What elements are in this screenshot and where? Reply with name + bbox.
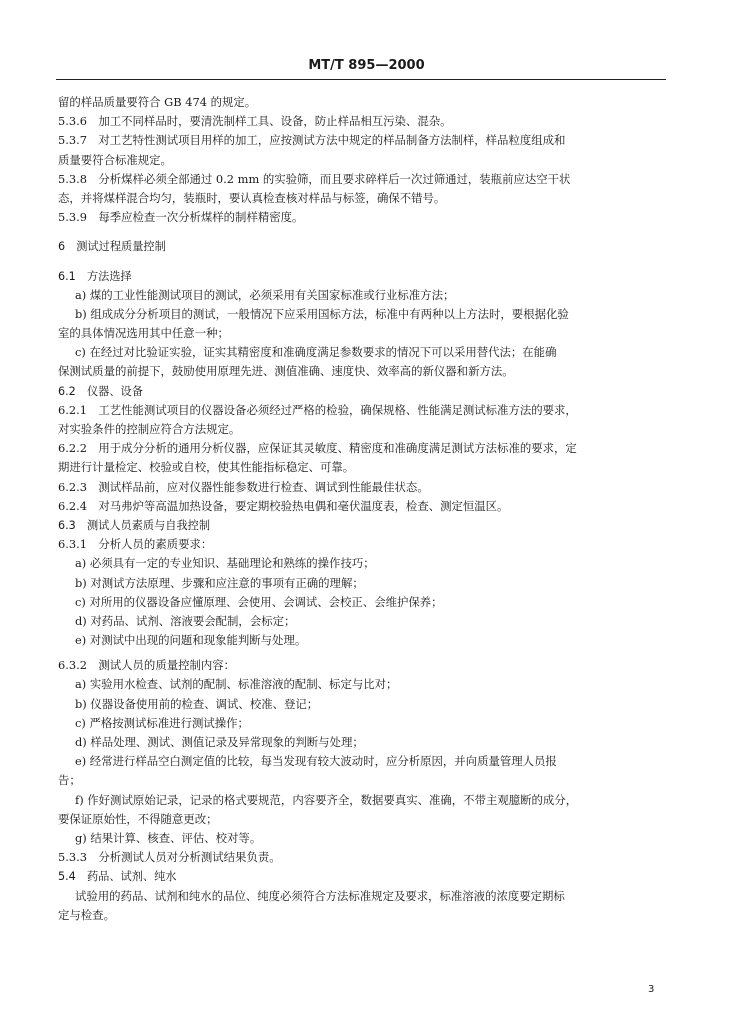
clause-6-2-2: 6.2.2 用于成分分析的通用分析仪器，应保证其灵敏度、精密度和准确度满足测试方法标准的要求，定 (58, 441, 577, 456)
text-line: 要保证原始性，不得随意更改； (58, 811, 218, 826)
list-item: d) 对药品、试剂、溶液要会配制，会标定； (75, 613, 296, 628)
section-6-1-heading: 6.1 方法选择 (58, 269, 132, 283)
standard-code: MT/T 895—2000 (308, 58, 425, 73)
list-item: a) 必须具有一定的专业知识、基础理论和熟练的操作技巧； (75, 556, 375, 571)
list-item: a) 实验用水检查、试剂的配制、标准溶液的配制、标定与比对； (75, 677, 398, 692)
clause-6-2-1: 6.2.1 工艺性能测试项目的仪器设备必须经过严格的检验，确保规格、性能满足测试标准方法的要求， (58, 402, 577, 417)
list-item: a) 煤的工业性能测试项目的测试，必须采用有关国家标准或行业标准方法； (75, 287, 455, 302)
list-item: c) 在经过对比验证实验，证实其精密度和准确度满足参数要求的情况下可以采用替代法；在能确 (75, 345, 557, 360)
text-line: 期进行计量检定、校验或自校，使其性能指标稳定、可靠。 (58, 460, 355, 475)
text-line: 态，并将煤样混合均匀，装瓶时，要认真检查核对样品与标签，确保不错号。 (58, 190, 446, 205)
text-line: 告； (58, 773, 81, 788)
document-body (58, 93, 666, 925)
list-item: b) 组成成分分析项目的测试，一般情况下应采用国标方法，标准中有两种以上方法时，要根据化验 (75, 306, 569, 321)
list-item: c) 严格按测试标准进行测试操作； (75, 715, 249, 730)
list-item: e) 对测试中出现的问题和现象能判断与处理。 (75, 633, 307, 648)
list-item: b) 对测试方法原理、步骤和应注意的事项有正确的理解； (75, 575, 364, 590)
clause-5-3-9: 5.3.9 每季应检查一次分析煤样的制样精密度。 (58, 210, 304, 225)
text-line: 保测试质量的前提下，鼓励使用原理先进、测值准确、速度快、效率高的新仪器和新方法。 (58, 364, 514, 379)
text-line: 室的具体情况选用其中任意一种； (58, 326, 229, 341)
list-item: b) 仪器设备使用前的检查、调试、校准、登记； (75, 696, 319, 711)
text-line: 定与检查。 (58, 907, 115, 922)
list-item: f) 作好测试原始记录，记录的格式要规范，内容要齐全，数据要真实、准确，不带主观臆断的成分， (75, 792, 578, 807)
section-6-heading: 6 测试过程质量控制 (58, 240, 166, 254)
text-line: 质量要符合标准规定。 (58, 152, 172, 167)
clause-5-3-3: 5.3.3 分析测试人员对分析测试结果负责。 (58, 850, 281, 865)
clause-6-3-1: 6.3.1 分析人员的素质要求： (58, 537, 213, 552)
list-item: e) 经常进行样品空白测定值的比较，每当发现有较大波动时，应分析原因，并向质量管理人员报 (75, 754, 557, 769)
page-number: 3 (648, 984, 655, 995)
clause-5-3-7: 5.3.7 对工艺特性测试项目用样的加工，应按测试方法中规定的样品制备方法制样，样品粒度组成和 (58, 133, 566, 148)
text-line: 试验用的药品、试剂和纯水的品位、纯度必须符合方法标准规定及要求，标准溶液的浓度要定期标 (75, 888, 565, 903)
section-6-2-heading: 6.2 仪器、设备 (58, 384, 143, 398)
list-item: c) 对所用的仪器设备应懂原理、会使用、会调试、会校正、会维护保养； (75, 594, 443, 609)
text-line: 留的样品质量要符合 GB 474 的规定。 (58, 95, 257, 109)
clause-6-2-3: 6.2.3 测试样品前，应对仪器性能参数进行检查、调试到性能最佳状态。 (58, 479, 429, 494)
section-6-3-heading: 6.3 测试人员素质与自我控制 (58, 518, 211, 532)
header-rule (56, 79, 666, 80)
list-item: d) 样品处理、测试、测值记录及异常现象的判断与处理； (75, 735, 364, 749)
clause-6-3-2: 6.3.2 测试人员的质量控制内容： (58, 658, 236, 673)
list-item: g) 结果计算、核查、评估、校对等。 (75, 830, 262, 845)
text-line: 对实验条件的控制应符合方法规定。 (58, 422, 241, 436)
clause-6-2-4: 6.2.4 对马弗炉等高温加热设备，要定期校验热电偶和毫伏温度表，检查、测定恒温区。 (58, 498, 509, 513)
section-5-4-heading: 5.4 药品、试剂、纯水 (58, 870, 177, 884)
clause-5-3-6: 5.3.6 加工不同样品时，要清洗制样工具、设备，防止样品相互污染、混杂。 (58, 114, 452, 129)
clause-5-3-8: 5.3.8 分析煤样必须全部通过 0.2 mm 的实验筛，而且要求碎样后一次过筛通过，装瓶前应达空干状 (58, 171, 571, 186)
